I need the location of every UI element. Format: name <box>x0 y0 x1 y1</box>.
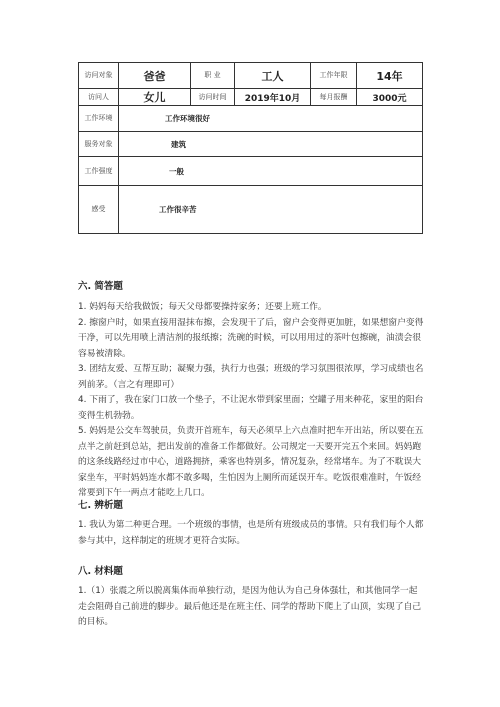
value-interviewer: 女儿 <box>119 89 191 106</box>
label-work-environment: 工作环境 <box>79 106 119 132</box>
feelings-text: 工作很辛苦 <box>159 205 197 214</box>
table-row <box>79 63 423 89</box>
label-work-intensity: 工作强度 <box>79 157 119 186</box>
value-work-years: 14年 <box>357 63 423 89</box>
answer-item: 1. 我认为第二种更合理。一个班级的事情，也是所有班级成员的事情。只有我们每个人都参与其中，这样制定的班规才更符合实际。 <box>78 520 424 546</box>
value-work-environment <box>119 106 423 132</box>
label-interviewer: 访问人 <box>79 89 119 106</box>
work-intensity-text: 一般 <box>169 166 184 176</box>
material-block <box>78 584 424 631</box>
answer-item: 1. 妈妈每天给我做饭；每天父母都要操持家务；还要上班工作。 <box>78 302 327 312</box>
value-work-intensity <box>119 157 423 186</box>
service-target-text: 建筑 <box>171 139 186 149</box>
table-row <box>79 132 423 157</box>
label-monthly-pay: 每月报酬 <box>311 89 357 106</box>
answer-item: 4. 下雨了，我在家门口放一个垫子，不让泥水带到家里面；空罐子用来种花，家里的阳台变得生机勃勃。 <box>78 395 424 421</box>
answer-item: 3. 团结友爱、互帮互助；凝聚力强，执行力也强；班级的学习氛围很浓厚，学习成绩也名列前茅。（言之有理即可） <box>78 364 424 390</box>
answer-item: 1.（1）张震之所以脱离集体而单独行动，是因为他认为自己身体强壮，和其他同学一起走会阻碍自己前进的脚步。最后他还是在班主任、同学的帮助下爬上了山顶，实现了自己的目标。 <box>78 586 422 627</box>
answer-item: 5. 妈妈是公交车驾驶员，负责开首班车，每天必须早上六点准时把车开出站，所以要在五点半之前赶到总站，把出发前的准备工作都做好。公司规定一天要开完五个来回。妈妈跑的这条线路经过市中心，道路拥挤，乘客也特别多，情况复杂，经常堵车。为了不耽误大家坐车，平时妈妈连水都不敢多喝，生怕因为上厕所而延误开车。吃饭很难准时，午饭经常要到下午一两点才能吃上几口。 <box>78 426 424 498</box>
section-title-short-answer: 六. 简答题 <box>78 281 123 292</box>
interview-table <box>78 62 423 234</box>
label-work-years: 工作年限 <box>311 63 357 89</box>
label-service-target: 服务对象 <box>79 132 119 157</box>
value-interviewee: 爸爸 <box>119 63 191 89</box>
value-occupation: 工人 <box>235 63 311 89</box>
analysis-block <box>78 518 424 549</box>
value-feelings <box>119 186 423 234</box>
value-visit-time: 2019年10月 <box>235 89 311 106</box>
short-answer-block <box>78 300 424 502</box>
work-environment-text: 工作环境很好 <box>165 114 210 123</box>
value-monthly-pay: 3000元 <box>357 89 423 106</box>
table-row <box>79 157 423 186</box>
label-visit-time: 访问时间 <box>191 89 235 106</box>
answer-item: 2. 擦窗户时，如果直接用湿抹布擦，会发现干了后，窗户会变得更加脏，如果想窗户变得干净，可以先用喷上清洁剂的报纸擦；洗碗的时候，可以用用过的茶叶包擦碗，油渍会很容易被清除。 <box>78 317 424 359</box>
table-row <box>79 89 423 106</box>
label-feelings: 感受 <box>79 186 119 234</box>
value-service-target <box>119 132 423 157</box>
section-title-material: 八. 材料题 <box>78 566 123 577</box>
table-row <box>79 106 423 132</box>
table-row <box>79 186 423 234</box>
label-occupation: 职 业 <box>191 63 235 89</box>
section-title-analysis: 七. 辨析题 <box>78 500 123 511</box>
label-interviewee: 访问对象 <box>79 63 119 89</box>
